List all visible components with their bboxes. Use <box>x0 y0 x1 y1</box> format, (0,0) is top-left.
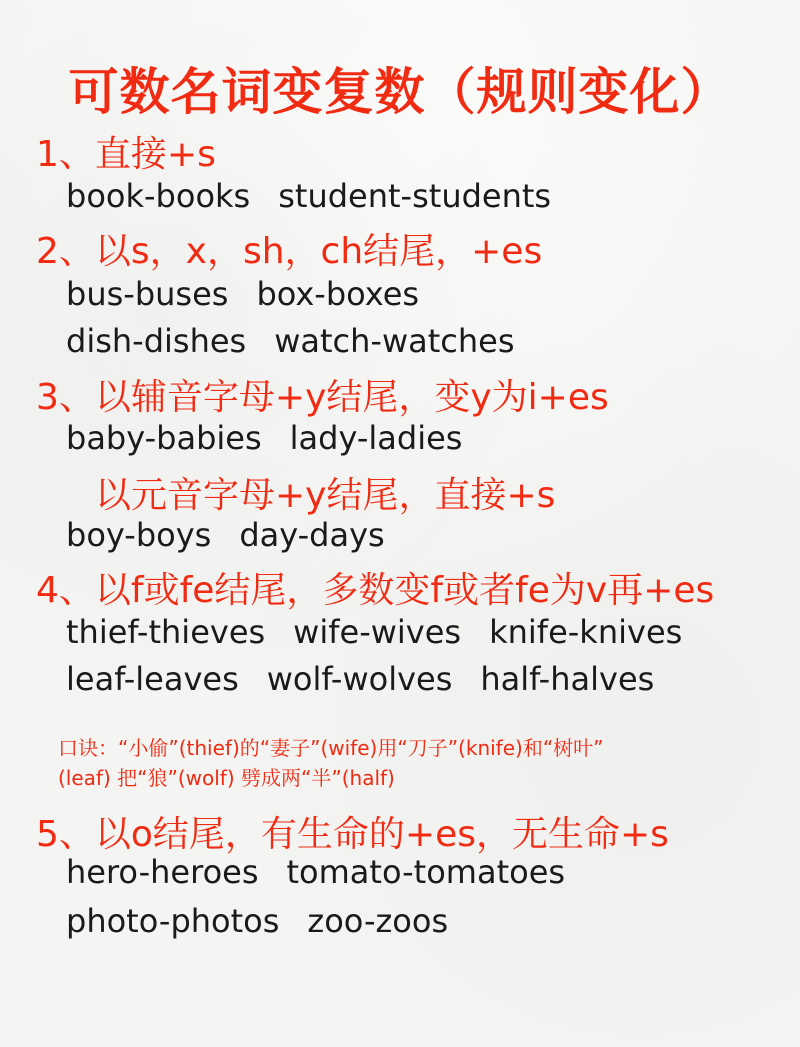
rule-3-heading: 3、以辅音字母+y结尾，变y为i+es <box>36 377 609 418</box>
rule-3-sub-examples <box>66 516 385 554</box>
rule-4-heading: 4、以f或fe结尾，多数变f或者fe为v再+es <box>36 570 715 611</box>
rule-5-heading: 5、以o结尾，有生命的+es，无生命+s <box>36 814 669 855</box>
rule-2-examples-a <box>66 275 419 313</box>
rule-5-examples-b <box>66 902 448 940</box>
example-item: dish-dishes <box>66 322 247 360</box>
rule-2-examples-b <box>66 322 515 360</box>
rule-5-examples-a <box>66 853 565 891</box>
example-item: box-boxes <box>256 275 420 313</box>
example-item: lady-ladies <box>289 419 463 457</box>
rule-3-sub-heading: 以元音字母+y结尾，直接+s <box>95 475 556 516</box>
mnemonic-line-2: (leaf) 把“狼”(wolf) 劈成两“半”(half) <box>58 766 395 790</box>
rule-4-examples-a <box>66 613 682 651</box>
rule-1-heading: 1、直接+s <box>36 134 216 175</box>
example-item: photo-photos <box>66 902 280 940</box>
example-item: zoo-zoos <box>307 902 449 940</box>
rule-4-examples-b <box>66 660 654 698</box>
example-item: day-days <box>239 516 385 554</box>
rule-1-examples <box>66 177 551 215</box>
rule-2-heading: 2、以s，x，sh，ch结尾，+es <box>36 231 543 272</box>
page-title: 可数名词变复数（规则变化） <box>68 63 732 121</box>
example-item: thief-thieves <box>66 613 266 651</box>
rule-3-examples <box>66 419 462 457</box>
example-item: tomato-tomatoes <box>286 853 566 891</box>
example-item: knife-knives <box>489 613 683 651</box>
example-item: baby-babies <box>66 419 262 457</box>
example-item: hero-heroes <box>66 853 259 891</box>
example-item: leaf-leaves <box>66 660 239 698</box>
mnemonic-line-1: 口诀：“小偷”(thief)的“妻子”(wife)用“刀子”(knife)和“树叶” <box>58 736 604 760</box>
example-item: wolf-wolves <box>266 660 453 698</box>
example-item: wife-wives <box>293 613 462 651</box>
example-item: watch-watches <box>274 322 515 360</box>
example-item: student-students <box>278 177 552 215</box>
example-item: half-halves <box>480 660 655 698</box>
example-item: book-books <box>66 177 251 215</box>
example-item: boy-boys <box>66 516 212 554</box>
example-item: bus-buses <box>66 275 229 313</box>
